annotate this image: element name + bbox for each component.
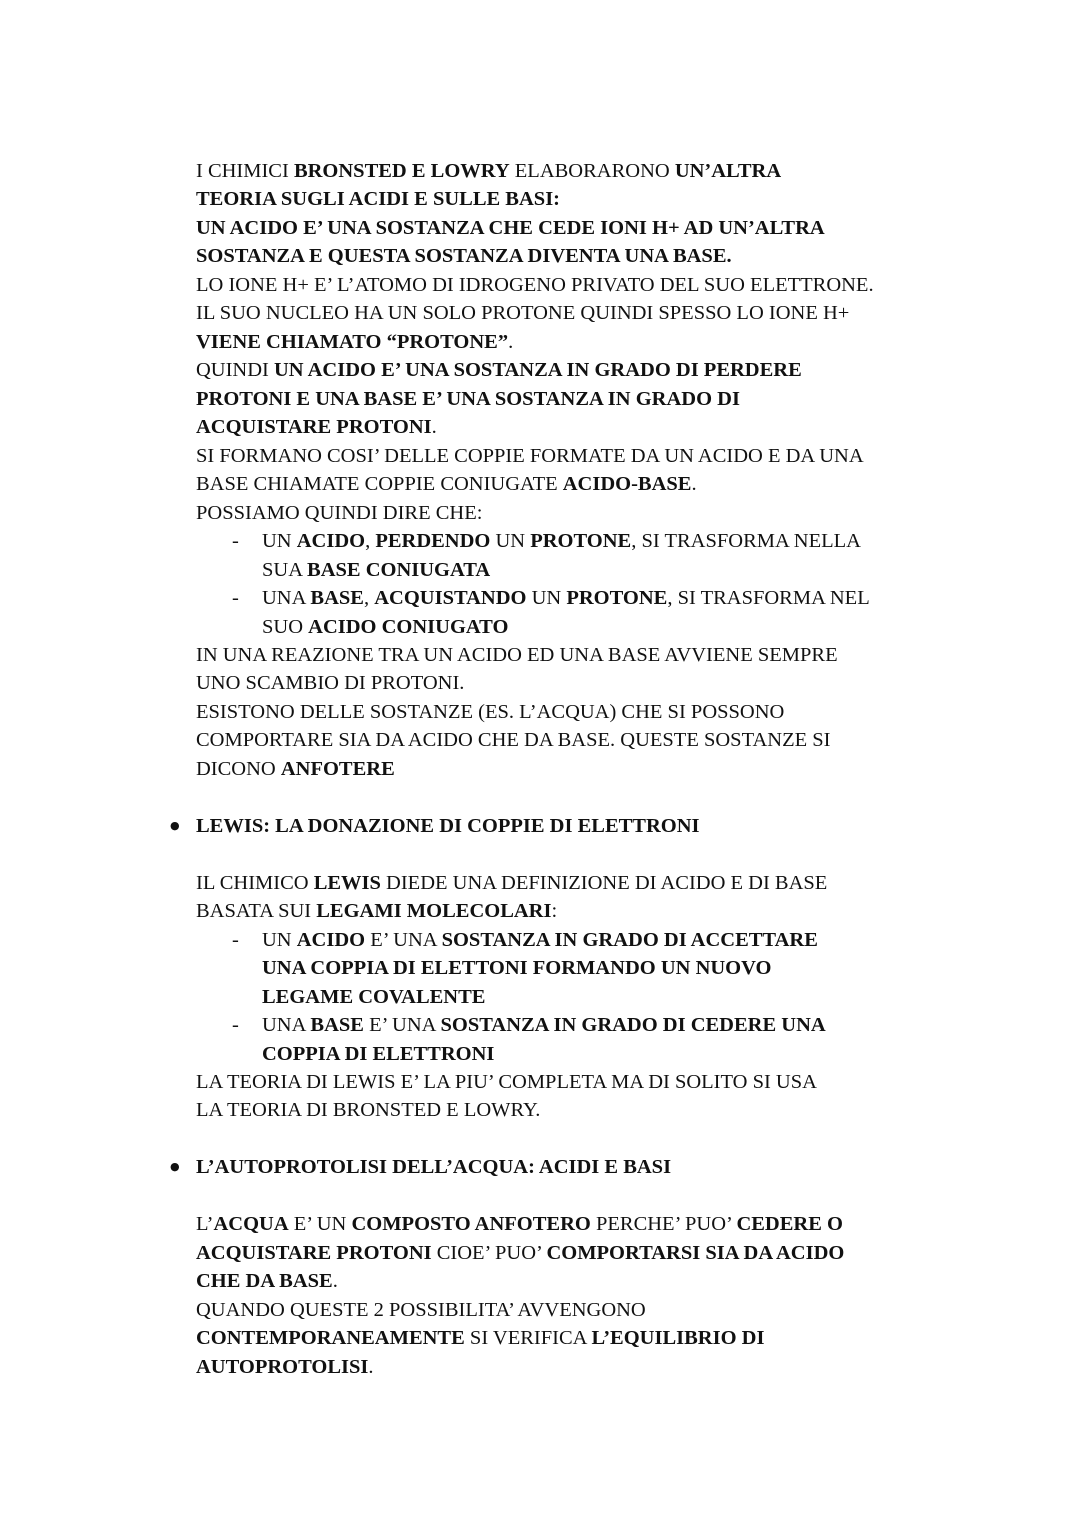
text-line <box>196 1210 996 1238</box>
line-content <box>196 1071 817 1093</box>
dash-marker: - <box>232 1014 239 1037</box>
line-content <box>196 701 784 723</box>
bold-text: TEORIA SUGLI ACIDI E SULLE BASI: <box>196 188 560 211</box>
line-content <box>196 1156 671 1178</box>
line-content <box>196 1213 843 1235</box>
bold-text: ACIDO <box>296 928 366 951</box>
list-item-continuation <box>196 983 996 1011</box>
bold-text: L’AUTOPROTOLISI DELL’ACQUA: ACIDI E BASI <box>196 1156 672 1179</box>
bold-text: PROTONE <box>566 587 668 610</box>
bold-text: BASE <box>310 1014 364 1037</box>
line-content <box>262 584 870 612</box>
text-run: UNO SCAMBIO DI PROTONI. <box>196 672 465 695</box>
bullet-marker: ● <box>170 1160 180 1174</box>
line-content <box>196 872 827 894</box>
text-line <box>196 641 996 669</box>
text-run: ELABORARONO <box>509 160 675 182</box>
text-run: CIOE’ PUO’ <box>431 1241 547 1264</box>
text-run: BASATA SUI <box>196 900 317 923</box>
bullet-marker: ● <box>170 818 180 832</box>
text-run: . <box>431 416 437 439</box>
text-line <box>196 214 996 242</box>
line-content <box>196 1356 374 1378</box>
line-content <box>196 1299 646 1321</box>
bold-text: VIENE CHIAMATO “PROTONE” <box>196 330 509 353</box>
text-run: , <box>363 587 375 610</box>
text-run: SUA <box>262 558 308 581</box>
line-content <box>196 359 802 381</box>
bold-text: ACIDO <box>296 530 366 553</box>
bold-text: AUTOPROTOLISI <box>196 1355 369 1378</box>
text-run: . <box>332 1270 338 1293</box>
line-content <box>262 954 771 982</box>
text-run: UN <box>262 530 297 553</box>
bold-text: ACIDO CONIUGATO <box>308 615 509 638</box>
text-line <box>196 1353 996 1381</box>
text-run: LA TEORIA DI BRONSTED E LOWRY. <box>196 1099 541 1122</box>
bold-text: CHE DA BASE <box>196 1270 333 1293</box>
text-run: IL CHIMICO <box>196 871 314 894</box>
text-line <box>196 755 996 783</box>
line-content <box>196 672 464 694</box>
text-run: UN <box>526 587 567 610</box>
line-content <box>196 445 864 467</box>
text-line <box>196 1296 996 1324</box>
line-content <box>196 1327 764 1349</box>
bold-text: ACIDO-BASE <box>562 473 692 496</box>
line-content <box>196 900 557 922</box>
line-content <box>262 1011 826 1039</box>
section-heading <box>170 1153 996 1181</box>
text-run: LO IONE H+ E’ L’ATOMO DI IDROGENO PRIVATO DEL SUO ELETTRONE. <box>196 273 874 296</box>
line-content <box>262 1040 494 1068</box>
text-run: : <box>551 900 558 923</box>
text-run: , SI TRASFORMA NELLA <box>631 530 861 553</box>
text-run: . <box>368 1355 374 1378</box>
text-line <box>196 157 996 185</box>
text-line <box>196 1324 996 1352</box>
bold-text: ACQUISTANDO <box>374 587 527 610</box>
line-content <box>196 274 874 296</box>
line-content <box>196 217 825 239</box>
text-run: LA TEORIA DI LEWIS E’ LA PIU’ COMPLETA MA DI SOLITO SI USA <box>196 1071 817 1093</box>
line-content <box>196 502 482 524</box>
blank-line <box>196 783 996 811</box>
bold-text: SOSTANZA E QUESTA SOSTANZA DIVENTA UNA BASE. <box>196 245 732 268</box>
bold-text: PROTONE <box>530 530 632 553</box>
text-line <box>196 242 996 270</box>
text-line <box>196 897 996 925</box>
bold-text: UN’ALTRA <box>674 160 782 182</box>
line-content <box>196 160 781 182</box>
line-content <box>196 729 830 751</box>
text-line <box>196 356 996 384</box>
bold-text: UN ACIDO E’ UNA SOSTANZA IN GRADO DI PERDERE <box>274 359 802 382</box>
text-run: DICONO <box>196 757 281 780</box>
line-content <box>196 302 849 324</box>
line-content <box>196 1270 338 1292</box>
bold-text: COMPOSTO ANFOTERO <box>351 1213 591 1236</box>
text-run: L’ <box>196 1213 214 1236</box>
text-line <box>196 1239 996 1267</box>
bold-text: ACQUA <box>213 1213 289 1236</box>
text-line <box>196 328 996 356</box>
text-line <box>196 698 996 726</box>
text-line <box>196 185 996 213</box>
line-content <box>196 644 838 666</box>
bold-text: PERDENDO <box>375 530 491 553</box>
text-run: UNA <box>262 1014 311 1037</box>
line-content <box>196 188 560 210</box>
bold-text: UNA COPPIA DI ELETTONI FORMANDO UN NUOVO <box>262 957 772 980</box>
line-content <box>196 473 697 495</box>
text-line <box>196 271 996 299</box>
text-line <box>196 1068 996 1096</box>
list-item-continuation <box>196 954 996 982</box>
text-line <box>196 299 996 327</box>
text-run: SI VERIFICA <box>464 1327 592 1350</box>
text-line <box>196 470 996 498</box>
bold-text: BRONSTED E LOWRY <box>293 160 510 182</box>
bold-text: LEGAME COVALENTE <box>262 985 486 1008</box>
bold-text: LEGAMI MOLECOLARI <box>316 900 552 923</box>
blank-line <box>196 1182 996 1210</box>
text-line <box>196 1096 996 1124</box>
text-line <box>196 1267 996 1295</box>
line-content <box>262 983 485 1011</box>
dash-marker: - <box>232 530 239 553</box>
text-run: COMPORTARE SIA DA ACIDO CHE DA BASE. QUESTE SOSTANZE SI <box>196 729 831 752</box>
text-run: UNA <box>262 587 311 610</box>
document-page <box>170 157 996 1381</box>
text-run: ESISTONO DELLE SOSTANZE (ES. L’ACQUA) CHE SI POSSONO <box>196 700 785 723</box>
text-run: BASE CHIAMATE COPPIE CONIUGATE <box>196 473 563 496</box>
bold-text: L’EQUILIBRIO DI <box>591 1327 765 1350</box>
list-item-continuation <box>196 1040 996 1068</box>
text-line <box>196 869 996 897</box>
bold-text: SOSTANZA IN GRADO DI ACCETTARE <box>441 928 818 951</box>
bold-text: BASE <box>310 587 364 610</box>
text-run: DIEDE UNA DEFINIZIONE DI ACIDO E DI BASE <box>380 871 828 894</box>
dash-marker: - <box>232 587 239 610</box>
line-content <box>196 815 700 837</box>
text-run: UN <box>262 928 297 951</box>
text-line <box>196 726 996 754</box>
bold-text: LEWIS: LA DONAZIONE DI COPPIE DI ELETTRONI <box>196 814 700 837</box>
bold-text: ANFOTERE <box>280 757 395 780</box>
text-run: , <box>365 530 376 553</box>
text-run: E’ UNA <box>365 928 442 951</box>
list-item-continuation <box>196 613 996 641</box>
text-run: , SI TRASFORMA NEL <box>667 587 870 610</box>
bold-text: COMPORTARSI SIA DA ACIDO <box>546 1241 845 1264</box>
bold-text: COPPIA DI ELETTRONI <box>262 1042 495 1065</box>
bold-text: SOSTANZA IN GRADO DI CEDERE UNA <box>440 1014 826 1037</box>
text-line <box>196 499 996 527</box>
list-item <box>196 527 996 555</box>
dash-marker: - <box>232 928 239 951</box>
line-content <box>262 613 508 641</box>
bold-text: PROTONI E UNA BASE E’ UNA SOSTANZA IN GRADO DI <box>196 387 740 410</box>
text-run: IN UNA REAZIONE TRA UN ACIDO ED UNA BASE AVVIENE SEMPRE <box>196 643 838 666</box>
text-run: UN <box>490 530 531 553</box>
line-content <box>196 388 740 410</box>
text-run: E’ UNA <box>363 1014 441 1037</box>
blank-line <box>196 840 996 868</box>
blank-line <box>196 1125 996 1153</box>
line-content <box>262 556 490 584</box>
text-line <box>196 413 996 441</box>
bold-text: BASE CONIUGATA <box>307 558 491 581</box>
text-line <box>196 385 996 413</box>
section-heading <box>170 812 996 840</box>
line-content <box>196 416 437 438</box>
text-run: PERCHE’ PUO’ <box>590 1213 737 1236</box>
text-line <box>196 669 996 697</box>
line-content <box>196 245 732 267</box>
text-run: QUINDI <box>196 359 274 382</box>
line-content <box>196 1099 540 1121</box>
line-content <box>196 331 513 353</box>
text-run: SI FORMANO COSI’ DELLE COPPIE FORMATE DA UN ACIDO E DA UNA <box>196 444 864 467</box>
text-run: SUO <box>262 615 309 638</box>
bold-text: UN ACIDO E’ UNA SOSTANZA CHE CEDE IONI H+ AD UN’ALTRA <box>196 216 825 239</box>
text-run: E’ UN <box>288 1213 352 1236</box>
line-content <box>196 1242 844 1264</box>
text-run: QUANDO QUESTE 2 POSSIBILITA’ AVVENGONO <box>196 1298 646 1321</box>
text-run: IL SUO NUCLEO HA UN SOLO PROTONE QUINDI SPESSO LO IONE H+ <box>196 302 850 325</box>
text-run: . <box>508 330 514 353</box>
bold-text: LEWIS <box>313 871 381 894</box>
list-item <box>196 1011 996 1039</box>
bold-text: ACQUISTARE PROTONI <box>196 1241 432 1264</box>
line-content <box>196 758 395 780</box>
text-run: I CHIMICI <box>196 160 294 182</box>
line-content <box>262 926 818 954</box>
list-item <box>196 926 996 954</box>
line-content <box>262 527 861 555</box>
text-run: POSSIAMO QUINDI DIRE CHE: <box>196 501 483 524</box>
bold-text: ACQUISTARE PROTONI <box>196 416 432 439</box>
text-run: . <box>691 473 697 496</box>
bold-text: CONTEMPORANEAMENTE <box>196 1327 465 1350</box>
text-line <box>196 442 996 470</box>
list-item-continuation <box>196 556 996 584</box>
bold-text: CEDERE O <box>736 1213 843 1236</box>
list-item <box>196 584 996 612</box>
